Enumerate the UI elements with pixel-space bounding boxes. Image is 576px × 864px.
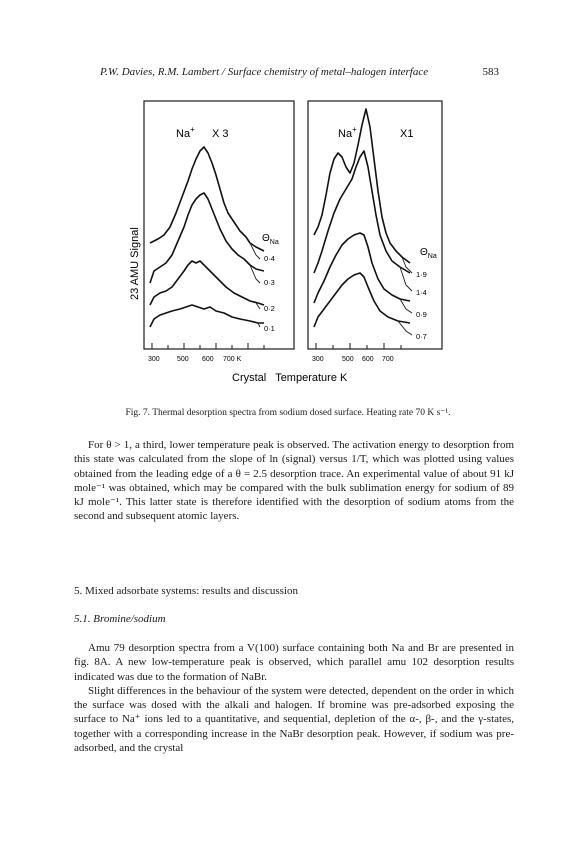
right-trace-09 [314,233,410,303]
page-number: 583 [482,66,499,78]
left-leaders [250,243,260,327]
right-tick-300: 300 [312,356,324,363]
right-theta-label: $\Theta_{Na}$ [420,247,437,260]
y-axis-label: 23 AMU Signal [129,227,141,300]
right-trace-14 [314,151,410,273]
right-trace-19 [314,109,410,263]
left-coverage-04: 0·4 [264,254,275,263]
left-traces [150,147,264,327]
right-coverage-09: 0·9 [416,310,427,319]
header-authors: P.W. Davies, R.M. Lambert [100,66,220,78]
left-tick-600: 600 [202,356,214,363]
running-header [100,66,499,78]
right-tick-700: 700 [382,356,394,363]
figure-7 [100,95,484,395]
header-separator: / [219,66,228,78]
figure-caption: Fig. 7. Thermal desorption spectra from sodium dosed surface. Heating rate 70 K s⁻¹. [125,408,451,418]
right-trace-07 [314,273,410,327]
right-traces [314,109,410,327]
right-tick-500: 500 [342,356,354,363]
paragraph-2: Amu 79 desorption spectra from a V(100) surface containing both Na and Br are presented in fig. 8A. A new low-temperature peak is observed, which parallel amu 102 desorption results indicated was due to the formation of NaBr. [74,642,514,683]
left-tick-500: 500 [177,356,189,363]
paragraph-3: Slight differences in the behaviour of the system were detected, dependent on the order in which the surface was dosed with the alkali and halogen. If bromine was pre-adsorbed exposing the surface to Na⁺ ions led to a quantitative, and sequential, depletion of the α-, β-, and the γ-states, together with a corresponding increase in the NaBr desorption peak. However, if sodium was pre-adsorbed, and the crystal [74,684,514,755]
paragraph-1: For θ > 1, a third, lower temperature peak is observed. The activation energy to desorption from this state was calculated from the slope of ln (signal) versus 1/T, which was plotted using values obtained from the leading edge of a θ = 2.5 desorption trace. An experimental value of about 91 kJ mole⁻¹ was obtained, which may be compared with the bulk sublimation energy for sodium of 89 kJ mole⁻¹. This latter state is therefore identified with the desorption of sodium atoms from the second and subsequent atomic layers. [74,439,514,523]
right-tick-600: 600 [362,356,374,363]
tds-spectra-plot [100,95,484,395]
left-trace-02 [150,261,264,305]
subsection-heading: 5.1. Bromine/sodium [74,613,166,625]
left-scale-label: X 3 [212,128,229,140]
right-coverage-19: 1·9 [416,270,427,279]
left-coverage-01: 0·1 [264,324,275,333]
left-tick-300: 300 [148,356,160,363]
left-coverage-03: 0·3 [264,278,275,287]
paragraph-2-3-block [74,641,514,755]
header-title: Surface chemistry of metal–halogen interface [227,66,429,78]
left-x-ticks [152,343,264,349]
left-tick-700: 700 K [223,356,242,363]
left-trace-04 [150,147,264,251]
right-ion-label: Na+ [338,125,357,140]
right-scale-label: X1 [400,128,414,140]
right-coverage-14: 1·4 [416,288,427,297]
left-trace-01 [150,305,264,327]
x-axis-label: Crystal Temperature K [232,372,348,384]
paragraph-1-block [74,438,514,524]
section-heading: 5. Mixed adsorbate systems: results and discussion [74,585,298,597]
left-coverage-02: 0·2 [264,304,275,313]
right-x-ticks [316,343,401,349]
left-ion-label: Na+ [176,125,195,140]
right-coverage-07: 0·7 [416,332,427,341]
left-theta-label: $\Theta_{Na}$ [262,233,279,246]
